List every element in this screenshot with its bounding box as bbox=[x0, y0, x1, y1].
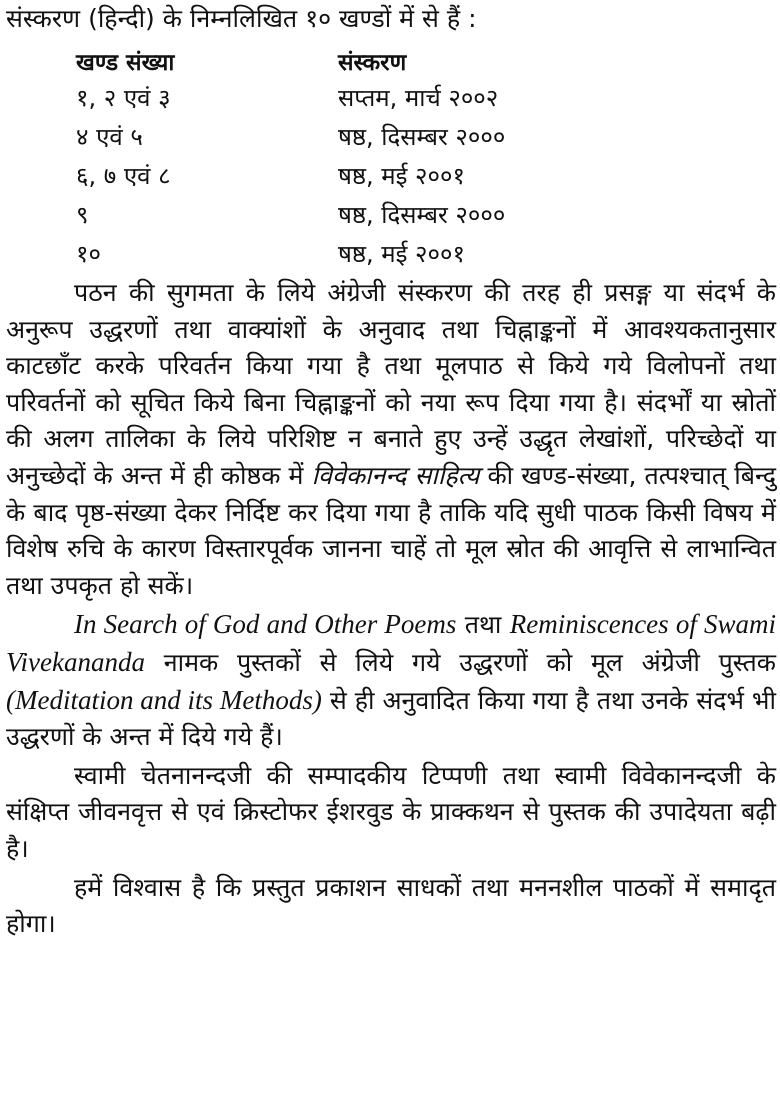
italic-book-title: विवेकानन्द साहित्य bbox=[311, 460, 480, 490]
table-row bbox=[76, 156, 596, 195]
edition-cell: षष्ठ, दिसम्बर २००० bbox=[338, 201, 506, 229]
table-row bbox=[76, 117, 596, 156]
table-row bbox=[76, 234, 596, 273]
english-book-title: (Meditation and its Methods) bbox=[6, 684, 322, 715]
edition-cell: सप्तम, मार्च २००२ bbox=[338, 84, 499, 112]
edition-table bbox=[76, 44, 596, 273]
english-book-title: Reminiscences of Swami Vivekananda bbox=[6, 609, 776, 677]
paragraph-text: नामक पुस्तकों से लिये गये उद्धरणों को मूल अंग्रेजी पुस्तक bbox=[144, 647, 776, 677]
volume-cell: १, २ एवं ३ bbox=[76, 84, 171, 112]
english-book-title: In Search of God and Other Poems bbox=[74, 609, 457, 640]
paragraph-text: की खण्ड-संख्या, तत्पश्चात् बिन्दु के बाद पृष्ठ-संख्या देकर निर्दिष्ट कर दिया गया है ताकि यदि सुधी पाठक किसी विषय में विशेष रुचि के कारण विस्तारपूर्वक जानना चाहें तो मूल स्रोत की आवृत्ति से लाभान्वित तथा उपकृत हो सकें। bbox=[6, 460, 776, 600]
table-row bbox=[76, 78, 596, 117]
paragraph-translation-notes bbox=[6, 275, 776, 604]
volume-cell: ६, ७ एवं ८ bbox=[76, 162, 171, 190]
paragraph-text: तथा bbox=[456, 610, 510, 640]
edition-cell: षष्ठ, मई २००१ bbox=[338, 162, 465, 190]
paragraph-english-sources bbox=[6, 606, 776, 755]
table-header-row bbox=[76, 44, 596, 78]
edition-cell: षष्ठ, दिसम्बर २००० bbox=[338, 123, 506, 151]
volume-cell: ४ एवं ५ bbox=[76, 123, 143, 151]
header-edition: संस्करण bbox=[338, 50, 407, 76]
intro-line: संस्करण (हिन्दी) के निम्नलिखित १० खण्डों में से हैं : bbox=[6, 4, 477, 33]
paragraph-text: पठन की सुगमता के लिये अंग्रेजी संस्करण की तरह ही प्रसङ्ग या संदर्भ के अनुरूप उद्धरणों तथा वाक्यांशों के अनुवाद तथा चिह्नाङ्कनों में आवश्यकतानुसार काटछाँट करके परिवर्तन किया गया है तथा मूलपाठ से किये गये विलोपनों तथा परिवर्तनों को सूचित किये बिना चिह्नाङ्कनों को नया रूप दिया गया है। संदर्भों या स्रोतों की अलग तालिका के लिये परिशिष्ट न बनाते हुए उन्हें उद्धृत लेखांशों, परिच्छेदों या अनुच्छेदों के अन्त में ही कोष्ठक में bbox=[6, 278, 776, 490]
paragraph-text: से ही अनुवादित किया गया है तथा उनके संदर्भ भी उद्धरणों के अन्त में दिये गये हैं। bbox=[6, 685, 776, 752]
edition-cell: षष्ठ, मई २००१ bbox=[338, 240, 465, 268]
paragraph-closing: हमें विश्वास है कि प्रस्तुत प्रकाशन साधकों तथा मननशील पाठकों में समादृत होगा। bbox=[6, 872, 776, 939]
table-row bbox=[76, 195, 596, 234]
paragraph-editorial-notes: स्वामी चेतनानन्दजी की सम्पादकीय टिप्पणी तथा स्वामी विवेकानन्दजी के संक्षिप्त जीवनवृत्त से एवं क्रिस्टोफर ईशरवुड के प्राक्कथन से पुस्तक की उपादेयता बढ़ी है। bbox=[6, 760, 776, 863]
header-volume-number: खण्ड संख्या bbox=[76, 50, 175, 76]
volume-cell: ९ bbox=[76, 201, 89, 229]
volume-cell: १० bbox=[76, 240, 101, 268]
